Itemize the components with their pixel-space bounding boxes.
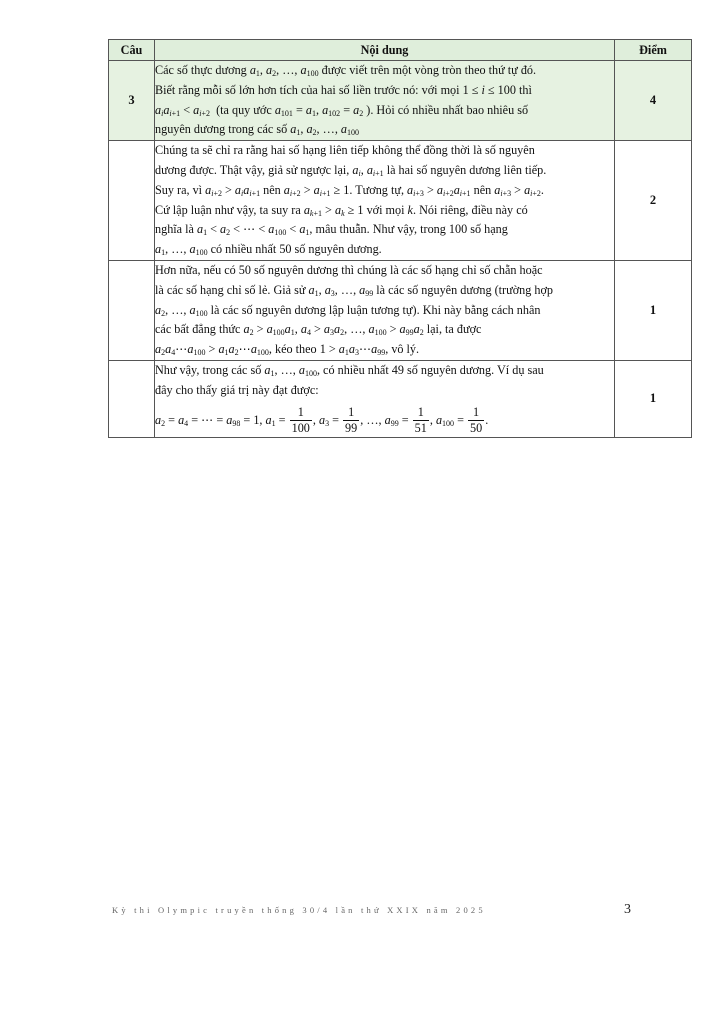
step-2-content: Hơn nữa, nếu có 50 số nguyên dương thì chúng là các số hạng chỉ số chẵn hoặc là các số hạng chỉ số lẻ. Giả sử $a_1$, $a_3$, …, $a_{99}$ là các số nguyên dương (trường hợp $a_2$, …, $a_{100}$ là các số nguyên dương lập luận tương tự). Khi này bằng cách nhân các bất đẳng thức $a_2 > a_{100}a_1$, $a_4 > a_3a_2$, …, $a_{100} > a_{99}a_2$ lại, ta được $a_2a_4\cdots a_{100}$ > $a_1a_2\cdots a_{100}$, kéo theo $1 > a_1a_3\cdots a_{99}$, vô lý. <box>155 260 615 360</box>
header-row <box>109 40 692 61</box>
step-3-score: 1 <box>615 360 692 437</box>
step-3-content: Như vậy, trong các số $a_1$, …, $a_{100}$, có nhiều nhất 49 số nguyên dương. Ví dụ sau đây cho thấy giá trị này đạt được: $a_2 = a_4$ = ⋯ = $a_{98} = 1$, $a_1$ = $\frac{1}{100}$ , $a_3$ = $\frac{1}{99}$ , …, $a_{99}$ = $\frac{1}{51}$ , $a_{100}$ = $\frac{1}{50}$ . <box>155 360 615 437</box>
empty-cell <box>109 360 155 437</box>
empty-cell <box>109 260 155 360</box>
footer-text: Kỳ thi Olympic truyền thống 30/4 lần thứ XXIX năm 2025 <box>112 905 486 915</box>
grading-table <box>108 39 692 438</box>
solution-step-2 <box>109 260 692 360</box>
step-1-content: Chúng ta sẽ chỉ ra rằng hai số hạng liên tiếp không thể đồng thời là số nguyên dương được. Thật vậy, giả sử ngược lại, $a_i$, $a_{i+1}$ là hai số nguyên dương liên tiếp. Suy ra, vì $a_{i+2} > a_ia_{i+1}$ nên $a_{i+2} > a_{i+1} \ge 1$. Tương tự, $a_{i+3} > a_{i+2}a_{i+1}$ nên $a_{i+3} > a_{i+2}$. Cứ lập luận như vậy, ta suy ra $a_{k+1} > a_k \ge 1$ với mọi k. Nói riêng, điều này có nghĩa là $a_1 < a_2$ < ⋯ < $a_{100} < a_1$, mâu thuẫn. Như vậy, trong 100 số hạng $a_1$, …, $a_{100}$ có nhiều nhất 50 số nguyên dương. <box>155 141 615 261</box>
example-formula: $a_2 = a_4$ = ⋯ = $a_{98} = 1$, $a_1$ = $\frac{1}{100}$ , $a_3$ = $\frac{1}{99}$ , …, $a_{99}$ = $\frac{1}{51}$ , $a_{100}$ = $\frac{1}{50}$ . <box>155 405 489 436</box>
step-1-score: 2 <box>615 141 692 261</box>
question-row <box>109 61 692 141</box>
solution-step-3 <box>109 360 692 437</box>
question-statement: Các số thực dương $a_1$, $a_2$, …, $a_{100}$ được viết trên một vòng tròn theo thứ tự đó. Biết rằng mỗi số lớn hơn tích của hai số liền trước nó: với mọi 1 ≤ i ≤ 100 thì $a_ia_{i+1} < a_{i+2}$ (ta quy ước $a_{101} = a_1$, $a_{102} = a_2$ ). Hỏi có nhiều nhất bao nhiêu số nguyên dương trong các số $a_1$, $a_2$, …, $a_{100}$ <box>155 61 615 141</box>
step-2-score: 1 <box>615 260 692 360</box>
header-diem: Điểm <box>615 40 692 61</box>
solution-step-1 <box>109 141 692 261</box>
header-noi-dung: Nội dung <box>155 40 615 61</box>
question-score: 4 <box>615 61 692 141</box>
answer-sheet <box>108 39 692 438</box>
header-cau: Câu <box>109 40 155 61</box>
page-number: 3 <box>624 902 631 917</box>
question-number: 3 <box>109 61 155 141</box>
empty-cell <box>109 141 155 261</box>
